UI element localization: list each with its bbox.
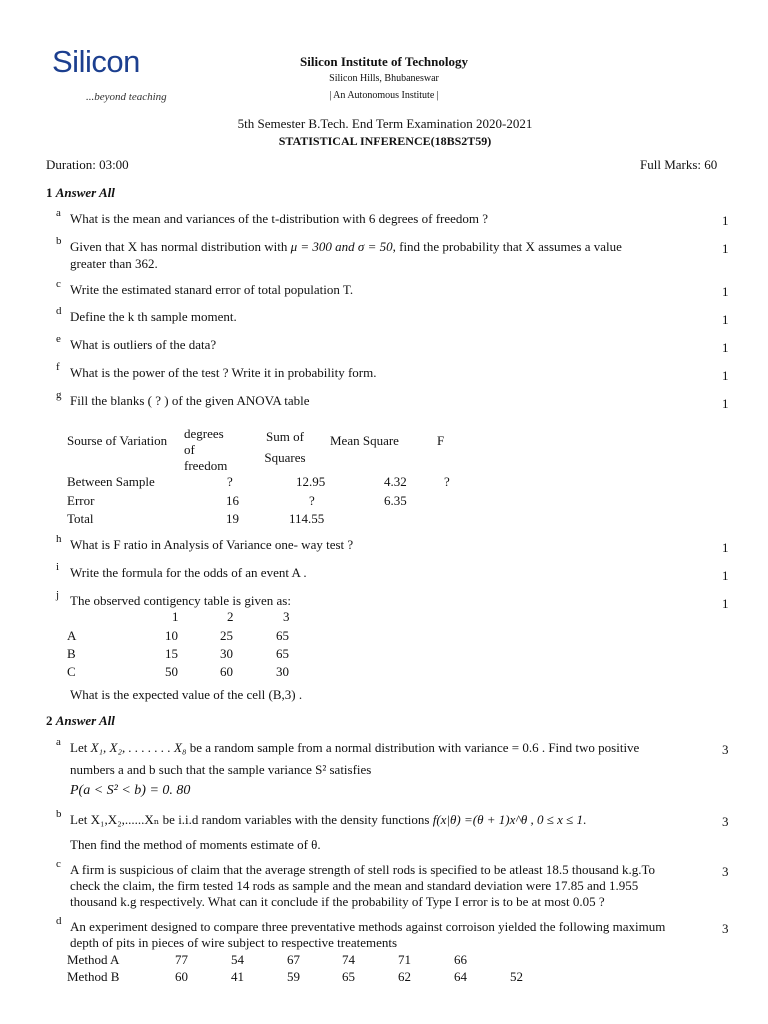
institute-status: | An Autonomous Institute | [329,90,439,101]
marks: 1 [722,284,729,299]
question-1d: Define the k th sample moment. [70,309,237,324]
question-2d-line1: An experiment designed to compare three preventative methods against corroison yielded the following maximum [70,919,666,934]
question-letter: b [56,808,62,820]
anova-header-line: of [184,442,195,457]
question-2b-line2: Then find the method of moments estimate of θ. [70,837,321,852]
anova-cell: Error [67,493,95,508]
anova-cell: 16 [226,493,239,508]
question-1b [70,239,710,254]
contingency-cell: 15 [165,646,178,661]
math-expression: X₁, X₂, . . . . . . . X₈ [90,740,187,755]
marks: 1 [722,340,729,355]
question-letter: c [56,858,61,870]
question-1j: The observed contigency table is given as: [70,593,291,608]
question-letter: d [56,915,62,927]
marks: 3 [722,864,729,879]
method-value: 41 [231,969,244,984]
method-value: 74 [342,952,355,967]
contingency-col-header: 1 [172,609,179,624]
question-text: , find the probability that X assumes a value [392,239,622,254]
question-2a [70,740,715,755]
question-text: be a random sample from a normal distribution with variance = 0.6 . Find two positive [186,740,640,755]
question-1j-followup: What is the expected value of the cell (B,3) . [70,687,303,702]
logo-tagline: ...beyond teaching [86,91,167,103]
anova-cell: 6.35 [384,493,407,508]
contingency-cell: 30 [276,664,289,679]
anova-cell: Between Sample [67,474,155,489]
question-text: Let X₁,X₂,......Xₙ be i.i.d random variables with the density functions [70,812,433,827]
method-value: 67 [287,952,300,967]
marks: 3 [722,921,729,936]
logo-wordmark: Silicon [52,44,140,79]
question-letter: j [56,589,60,601]
question-2c-line3: thousand k.g respectively. What can it conclude if the probability of Type I error is to be at most 0.05 ? [70,894,605,909]
marks: 1 [722,241,729,256]
marks: 1 [722,368,729,383]
method-value: 59 [287,969,300,984]
anova-header-line: degrees [184,426,224,441]
anova-header: F [437,433,445,448]
question-2a-line2: numbers a and b such that the sample variance S² satisfies [70,762,372,777]
question-1f: What is the power of the test ? Write it in probability form. [70,365,377,380]
anova-cell: 114.55 [289,511,325,526]
marks: 1 [722,540,729,555]
anova-header [255,426,315,468]
question-letter: a [56,207,61,219]
question-letter: e [56,333,61,345]
marks: 1 [722,312,729,327]
contingency-cell: 60 [220,664,233,679]
contingency-cell: 65 [276,628,289,643]
contingency-cell: B [67,646,76,661]
exam-title: 5th Semester B.Tech. End Term Examination 2020-2021 [237,116,533,131]
contingency-cell: 50 [165,664,178,679]
contingency-cell: A [67,628,77,643]
institute-name: Silicon Institute of Technology [300,54,468,69]
question-1h: What is F ratio in Analysis of Variance one- way test ? [70,537,354,552]
question-1c: Write the estimated stanard error of total population T. [70,282,354,297]
question-2c-line1: A firm is suspicious of claim that the average strength of stell rods is specified to be atleast 18.5 thousand k.g.To [70,862,656,877]
section-title: Answer All [55,185,115,200]
anova-header-line: freedom [184,458,228,473]
method-value: 54 [231,952,244,967]
anova-header [184,426,227,474]
anova-cell: ? [309,493,315,508]
subject-title: STATISTICAL INFERENCE(18BS2T59) [278,134,492,148]
anova-header: Mean Square [330,433,399,448]
question-letter: h [56,533,62,545]
question-letter: g [56,389,62,401]
contingency-cell: 65 [276,646,289,661]
method-name: Method B [67,969,120,984]
marks: 1 [722,396,729,411]
question-1e: What is outliers of the data? [70,337,217,352]
anova-cell: ? [227,474,233,489]
contingency-cell: 25 [220,628,233,643]
marks: 1 [722,596,729,611]
marks: 3 [722,742,729,757]
question-text: Let [70,740,91,755]
section-number: 1 [46,185,53,200]
marks: 1 [722,568,729,583]
method-value: 60 [175,969,188,984]
method-value: 64 [454,969,467,984]
math-expression: f(x|θ) =(θ + 1)x^θ , 0 ≤ x ≤ 1 [432,812,584,827]
question-2b [70,812,715,827]
contingency-cell: 30 [220,646,233,661]
question-text: . [583,812,587,827]
duration: Duration: 03:00 [46,157,129,172]
anova-cell: 4.32 [384,474,407,489]
anova-header-line: Sum of [266,429,304,444]
method-value: 71 [398,952,411,967]
question-letter: f [56,361,60,373]
marks: 1 [722,213,729,228]
question-letter: c [56,278,61,290]
contingency-cell: C [67,664,76,679]
method-value: 65 [342,969,355,984]
question-1b-line2: greater than 362. [70,256,158,271]
question-1i: Write the formula for the odds of an event A . [70,565,307,580]
anova-cell: Total [67,511,94,526]
question-text: Given that X has normal distribution with [70,239,291,254]
full-marks: Full Marks: 60 [640,157,718,172]
section-1-heading [46,185,115,201]
math-expression: μ = 300 and σ = 50 [290,239,393,254]
anova-header-line: Squares [264,450,306,465]
method-value: 52 [510,969,523,984]
anova-cell: 12.95 [296,474,326,489]
institute-address: Silicon Hills, Bhubaneswar [329,73,439,84]
question-letter: b [56,235,62,247]
anova-cell: 19 [226,511,239,526]
anova-cell: ? [444,474,450,489]
question-2c-line2: check the claim, the firm tested 14 rods as sample and the mean and standard deviation were 17.85 and 1.955 [70,878,639,893]
question-2d-line2: depth of pits in pieces of wire subject to respective treatements [70,935,398,950]
question-letter: a [56,736,61,748]
question-letter: d [56,305,62,317]
math-expression: P(a < S² < b) = 0. 80 [70,783,191,798]
section-number: 2 [46,713,53,728]
method-name: Method A [67,952,120,967]
contingency-col-header: 2 [227,609,234,624]
question-1g: Fill the blanks ( ? ) of the given ANOVA table [70,393,310,408]
section-2-heading [46,713,115,729]
method-value: 66 [454,952,467,967]
contingency-cell: 10 [165,628,178,643]
marks: 3 [722,814,729,829]
method-value: 77 [175,952,188,967]
anova-header: Sourse of Variation [67,433,168,448]
question-1a: What is the mean and variances of the t-distribution with 6 degrees of freedom ? [70,211,489,226]
method-value: 62 [398,969,411,984]
question-letter: i [56,561,60,573]
section-title: Answer All [55,713,115,728]
contingency-col-header: 3 [283,609,290,624]
